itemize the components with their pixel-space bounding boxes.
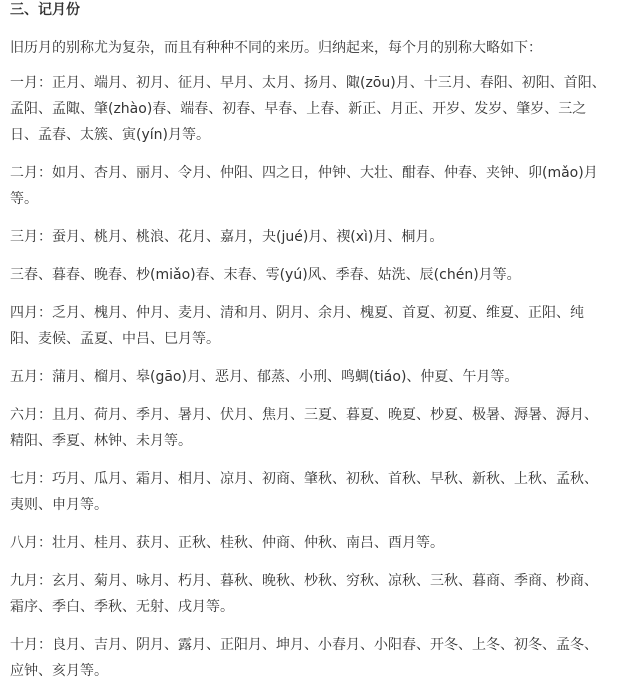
section-heading: 三、记月份	[10, 2, 80, 18]
intro-paragraph: 旧历月的别称尤为复杂，而且有种种不同的来历。归纳起来，每个月的别称大略如下：	[10, 40, 542, 56]
month-paragraph-late-spring: 三春、暮春、晚春、杪(miǎo)春、末春、雩(yú)风、季春、姑洗、辰(chén)月等。	[10, 267, 521, 283]
month-paragraph-february: 二月：如月、杏月、丽月、令月、仲阳、四之日，仲钟、大壮、酣春、仲春、夹钟、卯(mǎo)月等。	[10, 165, 598, 207]
month-paragraph-october: 十月：良月、吉月、阴月、露月、正阳月、坤月、小春月、小阳春、开冬、上冬、初冬、孟冬、应钟、亥月等。	[10, 637, 598, 679]
month-paragraph-august: 八月：壮月、桂月、获月、正秋、桂秋、仲商、仲秋、南吕、酉月等。	[10, 535, 444, 551]
month-paragraph-april: 四月：乏月、槐月、仲月、麦月、清和月、阴月、余月、槐夏、首夏、初夏、维夏、正阳、纯阳、麦候、孟夏、中吕、巳月等。	[10, 305, 584, 347]
month-paragraph-june: 六月：且月、荷月、季月、暑月、伏月、焦月、三夏、暮夏、晚夏、杪夏、极暑、溽暑、溽月、精阳、季夏、林钟、未月等。	[10, 407, 598, 449]
month-paragraph-july: 七月：巧月、瓜月、霜月、相月、凉月、初商、肇秋、初秋、首秋、早秋、新秋、上秋、孟秋、夷则、申月等。	[10, 471, 598, 513]
month-paragraph-september: 九月：玄月、菊月、咏月、朽月、暮秋、晚秋、杪秋、穷秋、凉秋、三秋、暮商、季商、杪商、霜序、季白、季秋、无射、戌月等。	[10, 573, 598, 615]
month-paragraph-march: 三月：蚕月、桃月、桃浪、花月、嘉月，夬(jué)月、禊(xì)月、桐月。	[10, 229, 444, 245]
month-paragraph-january: 一月：正月、端月、初月、征月、早月、太月、扬月、陬(zōu)月、十三月、春阳、初阳、首阳、孟阳、孟陬、肇(zhào)春、端春、初春、早春、上春、新正、月正、开岁、发岁、肇岁、三之日、孟春、太簇、寅(yín)月等。	[10, 75, 606, 143]
month-paragraph-may: 五月：蒲月、榴月、皋(gāo)月、恶月、郁蒸、小刑、鸣蜩(tiáo)、仲夏、午月等。	[10, 369, 519, 385]
month-alias-list	[10, 70, 606, 684]
